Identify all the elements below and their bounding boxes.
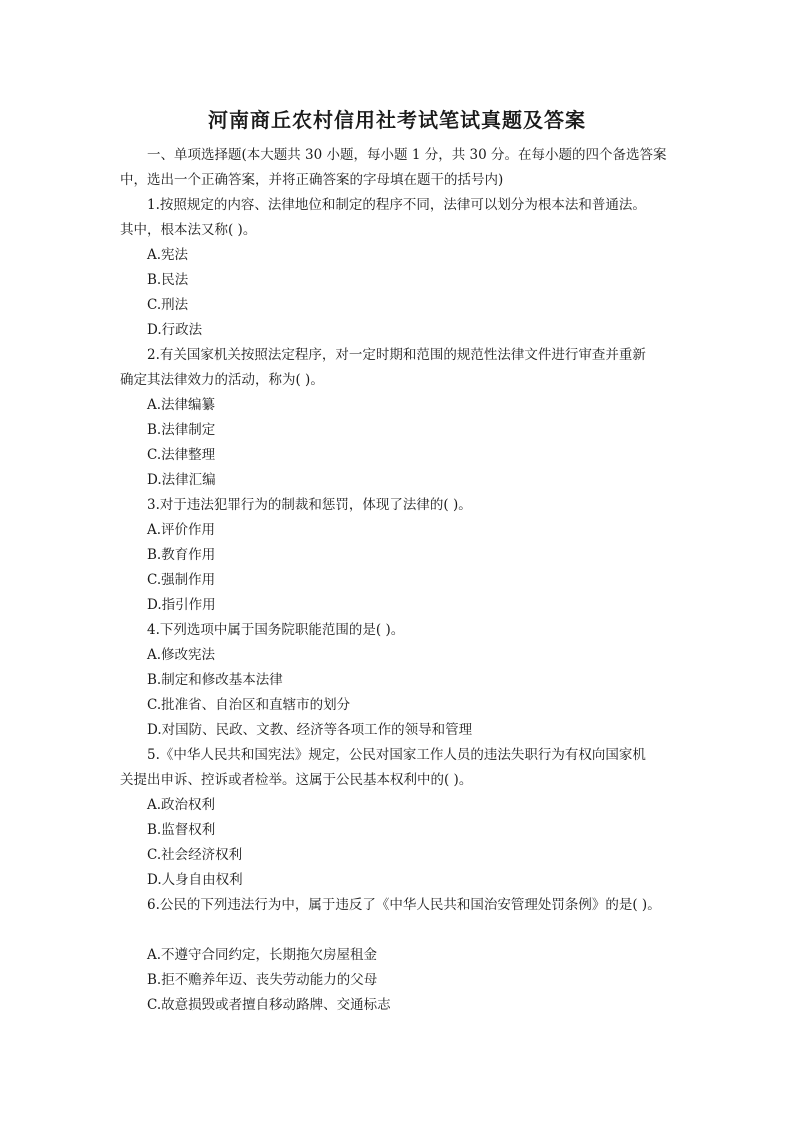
question-5-stem: 5.《中华人民共和国宪法》规定，公民对国家工作人员的违法失职行为有权向国家机 (147, 747, 646, 763)
document-body (120, 143, 680, 1018)
section-intro-line: 一、单项选择题(本大题共 30 小题，每小题 1 分，共 30 分。在每小题的四个备选答案 (147, 147, 667, 163)
question-6-option-b: B.拒不赡养年迈、丧失劳动能力的父母 (147, 972, 378, 988)
question-4-option-b: B.制定和修改基本法律 (147, 672, 283, 688)
question-2-option-b: B.法律制定 (147, 422, 216, 438)
question-5-option-c: C.社会经济权利 (147, 847, 243, 863)
question-5-option-b: B.监督权利 (147, 822, 216, 838)
question-3-stem: 3.对于违法犯罪行为的制裁和惩罚，体现了法律的( )。 (147, 497, 472, 513)
question-4-option-c: C.批准省、自治区和直辖市的划分 (147, 697, 351, 713)
question-2-option-c: C.法律整理 (147, 447, 216, 463)
question-2-stem: 确定其法律效力的活动，称为( )。 (120, 372, 324, 388)
blank-line (120, 918, 680, 943)
question-3-option-c: C.强制作用 (147, 572, 216, 588)
question-4-stem: 4.下列选项中属于国务院职能范围的是( )。 (147, 622, 405, 638)
question-3-option-d: D.指引作用 (147, 597, 216, 613)
question-1-option-b: B.民法 (147, 272, 189, 288)
question-6-stem: 6.公民的下列违法行为中，属于违反了《中华人民共和国治安管理处罚条例》的是( )。 (147, 897, 661, 913)
question-3-option-b: B.教育作用 (147, 547, 216, 563)
question-6-option-c: C.故意损毁或者擅自移动路牌、交通标志 (147, 997, 391, 1013)
question-1-option-d: D.行政法 (147, 322, 203, 338)
question-2-stem: 2.有关国家机关按照法定程序，对一定时期和范围的规范性法律文件进行审查并重新 (147, 347, 646, 363)
question-4-option-d: D.对国防、民政、文教、经济等各项工作的领导和管理 (147, 722, 473, 738)
question-1-option-a: A.宪法 (147, 247, 189, 263)
question-5-stem: 关提出申诉、控诉或者检举。这属于公民基本权利中的( )。 (120, 772, 473, 788)
question-2-option-d: D.法律汇编 (147, 472, 216, 488)
question-6-option-a: A.不遵守合同约定，长期拖欠房屋租金 (147, 947, 378, 963)
question-5-option-a: A.政治权利 (147, 797, 216, 813)
question-1-stem: 其中，根本法又称( )。 (120, 222, 257, 238)
question-2-option-a: A.法律编纂 (147, 397, 216, 413)
document-title: 河南商丘农村信用社考试笔试真题及答案 (208, 108, 586, 132)
question-1-stem: 1.按照规定的内容、法律地位和制定的程序不同，法律可以划分为根本法和普通法。 (147, 197, 646, 213)
question-4-option-a: A.修改宪法 (147, 647, 216, 663)
question-3-option-a: A.评价作用 (147, 522, 216, 538)
question-5-option-d: D.人身自由权利 (147, 872, 243, 888)
section-intro-line: 中，选出一个正确答案，并将正确答案的字母填在题干的括号内) (120, 172, 504, 188)
question-1-option-c: C.刑法 (147, 297, 189, 313)
